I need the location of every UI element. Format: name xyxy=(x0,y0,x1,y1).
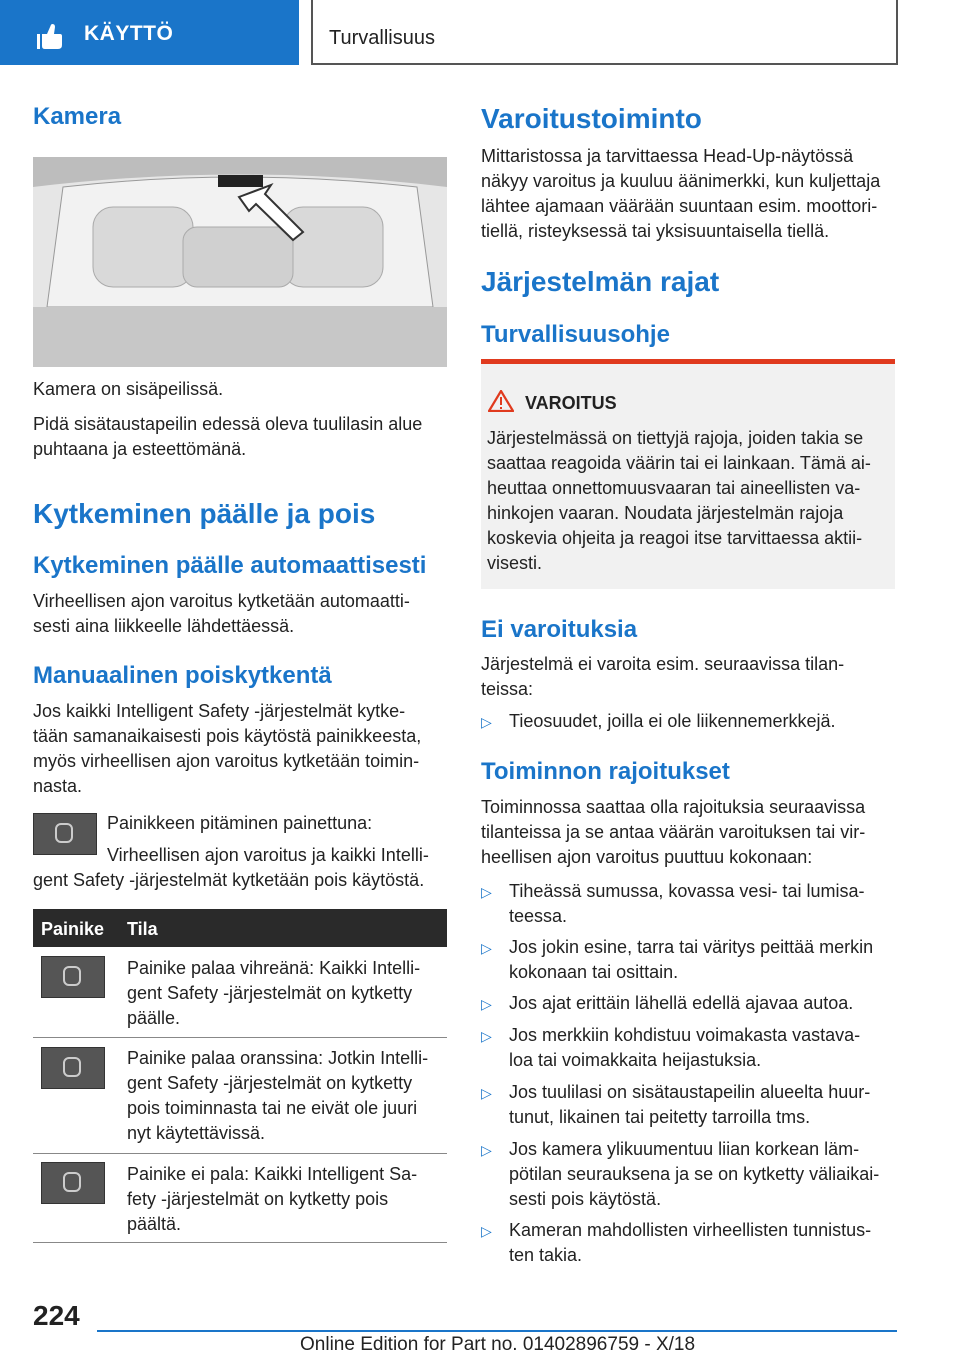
function-text-3: heellisen ajon varoitus puuttuu kokonaan: xyxy=(481,847,813,867)
manual-text-3: myös virheellisen ajon varoitus kytketään toimin- xyxy=(33,751,420,771)
list-item: Jos tuulilasi on sisätaustapeilin alueelta huur- xyxy=(509,1082,871,1102)
footer-edition: Online Edition for Part no. 01402896759 - X/18 xyxy=(300,1334,696,1355)
list-item-cont: ten takia. xyxy=(509,1245,583,1265)
list-item: Tieosuudet, joilla ei ole liikennemerkkejä. xyxy=(509,711,836,731)
table-col-button: Painike xyxy=(41,919,105,939)
section-tab xyxy=(0,0,299,65)
table-divider xyxy=(33,1037,447,1038)
table-row-2-line-3: pois toiminnasta tai ne eivät ole juuri xyxy=(127,1098,418,1118)
table-col-state: Tila xyxy=(127,919,158,939)
bullet-icon: ▷ xyxy=(481,1223,492,1239)
bullet-icon: ▷ xyxy=(481,1028,492,1044)
table-row-2-line-2: gent Safety -järjestelmät on kytketty xyxy=(127,1073,413,1093)
list-item: Jos kamera ylikuumentuu liian korkean läm- xyxy=(509,1139,860,1159)
table-row-2-line-1: Painike palaa oranssina: Jotkin Intelli- xyxy=(127,1048,429,1068)
chapter-label: Turvallisuus xyxy=(329,27,435,49)
manual-text-1: Jos kaikki Intelligent Safety -järjestelmät kytke- xyxy=(33,701,406,721)
list-item: Kameran mahdollisten virheellisten tunnistus- xyxy=(509,1220,872,1240)
button-green-icon xyxy=(41,956,105,998)
warning-box xyxy=(481,359,895,589)
chapter-header xyxy=(311,0,898,65)
list-item-cont: tunut, likainen tai peitetty tarroilla tms. xyxy=(509,1107,811,1127)
table-divider xyxy=(33,1242,447,1243)
table-row-3-line-3: päältä. xyxy=(127,1214,182,1234)
warning-triangle-icon xyxy=(488,390,514,412)
table-row-3-line-1: Painike ei pala: Kaikki Intelligent Sa- xyxy=(127,1164,418,1184)
function-text-2: tilanteissa ja se antaa väärän varoituksen tai vir- xyxy=(481,822,866,842)
list-item-cont: kokonaan tai osittain. xyxy=(509,962,679,982)
bullet-icon: ▷ xyxy=(481,1142,492,1158)
function-limits-heading: Toiminnon rajoitukset xyxy=(481,758,730,785)
car-interior-image xyxy=(33,157,447,367)
function-text-1: Toiminnossa saattaa olla rajoituksia seuraavissa xyxy=(481,797,866,817)
table-row-1-line-1: Painike palaa vihreänä: Kaikki Intelli- xyxy=(127,958,421,978)
no-warnings-heading: Ei varoituksia xyxy=(481,616,638,643)
manual-text-2: tään samanaikaisesti pois käytöstä painikkeesta, xyxy=(33,726,422,746)
bullet-icon: ▷ xyxy=(481,940,492,956)
table-row-2-line-4: nyt käytettävissä. xyxy=(127,1123,266,1143)
manual-text-4: nasta. xyxy=(33,776,83,796)
warning-box-line-6: visesti. xyxy=(487,553,543,573)
limits-heading: Järjestelmän rajat xyxy=(481,266,720,297)
warning-box-line-5: koskevia ohjeita ja reagoi itse tarvittaessa aktii- xyxy=(487,528,863,548)
safety-button-icon xyxy=(33,813,97,855)
table-divider xyxy=(33,1153,447,1154)
footer-divider xyxy=(97,1330,897,1332)
camera-text-2a: Pidä sisätaustapeilin edessä oleva tuulilasin alue xyxy=(33,414,423,434)
warning-label: VAROITUS xyxy=(525,393,617,413)
button-orange-icon xyxy=(41,1047,105,1089)
list-item: Jos merkkiin kohdistuu voimakasta vastava- xyxy=(509,1025,861,1045)
warning-box-line-3: heuttaa onnettomuusvaaran tai aineellisten va- xyxy=(487,478,861,498)
table-row-1-line-2: gent Safety -järjestelmät on kytketty xyxy=(127,983,413,1003)
no-warnings-text-2: teissa: xyxy=(481,679,534,699)
bullet-icon: ▷ xyxy=(481,1085,492,1101)
warning-text-1: Mittaristossa ja tarvittaessa Head-Up-näytössä xyxy=(481,146,854,166)
button-off-icon xyxy=(41,1162,105,1204)
hand-pointer-icon xyxy=(36,22,66,50)
camera-photo xyxy=(33,157,447,367)
list-item: Jos ajat erittäin lähellä edellä ajavaa autoa. xyxy=(509,993,854,1013)
camera-text-2b: puhtaana ja esteettömänä. xyxy=(33,439,247,459)
list-item-cont: sesti pois käytöstä. xyxy=(509,1189,662,1209)
camera-text-1: Kamera on sisäpeilissä. xyxy=(33,379,224,399)
warning-text-3: lähtee ajamaan väärään suuntaan esim. moottori- xyxy=(481,196,878,216)
bullet-icon: ▷ xyxy=(481,884,492,900)
table-row-1-line-3: päälle. xyxy=(127,1008,181,1028)
bullet-icon: ▷ xyxy=(481,714,492,730)
section-label: KÄYTTÖ xyxy=(84,22,174,45)
list-item-cont: teessa. xyxy=(509,906,568,926)
table-header xyxy=(33,909,447,947)
list-item: Tiheässä sumussa, kovassa vesi- tai lumisa- xyxy=(509,881,865,901)
press-text-2: Virheellisen ajon varoitus ja kaikki Intelli- xyxy=(107,845,429,865)
warning-text-4: tiellä, risteyksessä tai yksisuuntaisella tiellä. xyxy=(481,221,830,241)
auto-text-1: Virheellisen ajon varoitus kytketään automaatti- xyxy=(33,591,410,611)
press-text-1: Painikkeen pitäminen painettuna: xyxy=(107,813,373,833)
list-item: Jos jokin esine, tarra tai väritys peittää merkin xyxy=(509,937,874,957)
switch-heading: Kytkeminen päälle ja pois xyxy=(33,498,376,529)
warning-box-line-4: hinkojen vaaran. Noudata järjestelmän rajoja xyxy=(487,503,844,523)
safety-note-heading: Turvallisuusohje xyxy=(481,321,670,348)
auto-text-2: sesti aina liikkeelle lähdettäessä. xyxy=(33,616,295,636)
warning-box-line-2: saattaa reagoida väärin tai ei lainkaan. Tämä ai- xyxy=(487,453,871,473)
camera-heading: Kamera xyxy=(33,103,122,130)
warning-function-heading: Varoitustoiminto xyxy=(481,103,702,134)
list-item-cont: loa tai voimakkaita heijastuksia. xyxy=(509,1050,762,1070)
warning-text-2: näkyy varoitus ja kuuluu äänimerkki, kun kuljettaja xyxy=(481,171,881,191)
no-warnings-text-1: Järjestelmä ei varoita esim. seuraavissa tilan- xyxy=(481,654,845,674)
manual-heading: Manuaalinen poiskytkentä xyxy=(33,662,332,689)
auto-heading: Kytkeminen päälle automaattisesti xyxy=(33,552,427,579)
list-item-cont: pötilan seurauksena ja se on kytketty väliaikai- xyxy=(509,1164,880,1184)
page-number: 224 xyxy=(33,1300,80,1331)
press-text-3: gent Safety -järjestelmät kytketään pois käytöstä. xyxy=(33,870,425,890)
table-row-3-line-2: fety -järjestelmät on kytketty pois xyxy=(127,1189,389,1209)
warning-box-line-1: Järjestelmässä on tiettyjä rajoja, joiden takia se xyxy=(487,428,864,448)
bullet-icon: ▷ xyxy=(481,996,492,1012)
